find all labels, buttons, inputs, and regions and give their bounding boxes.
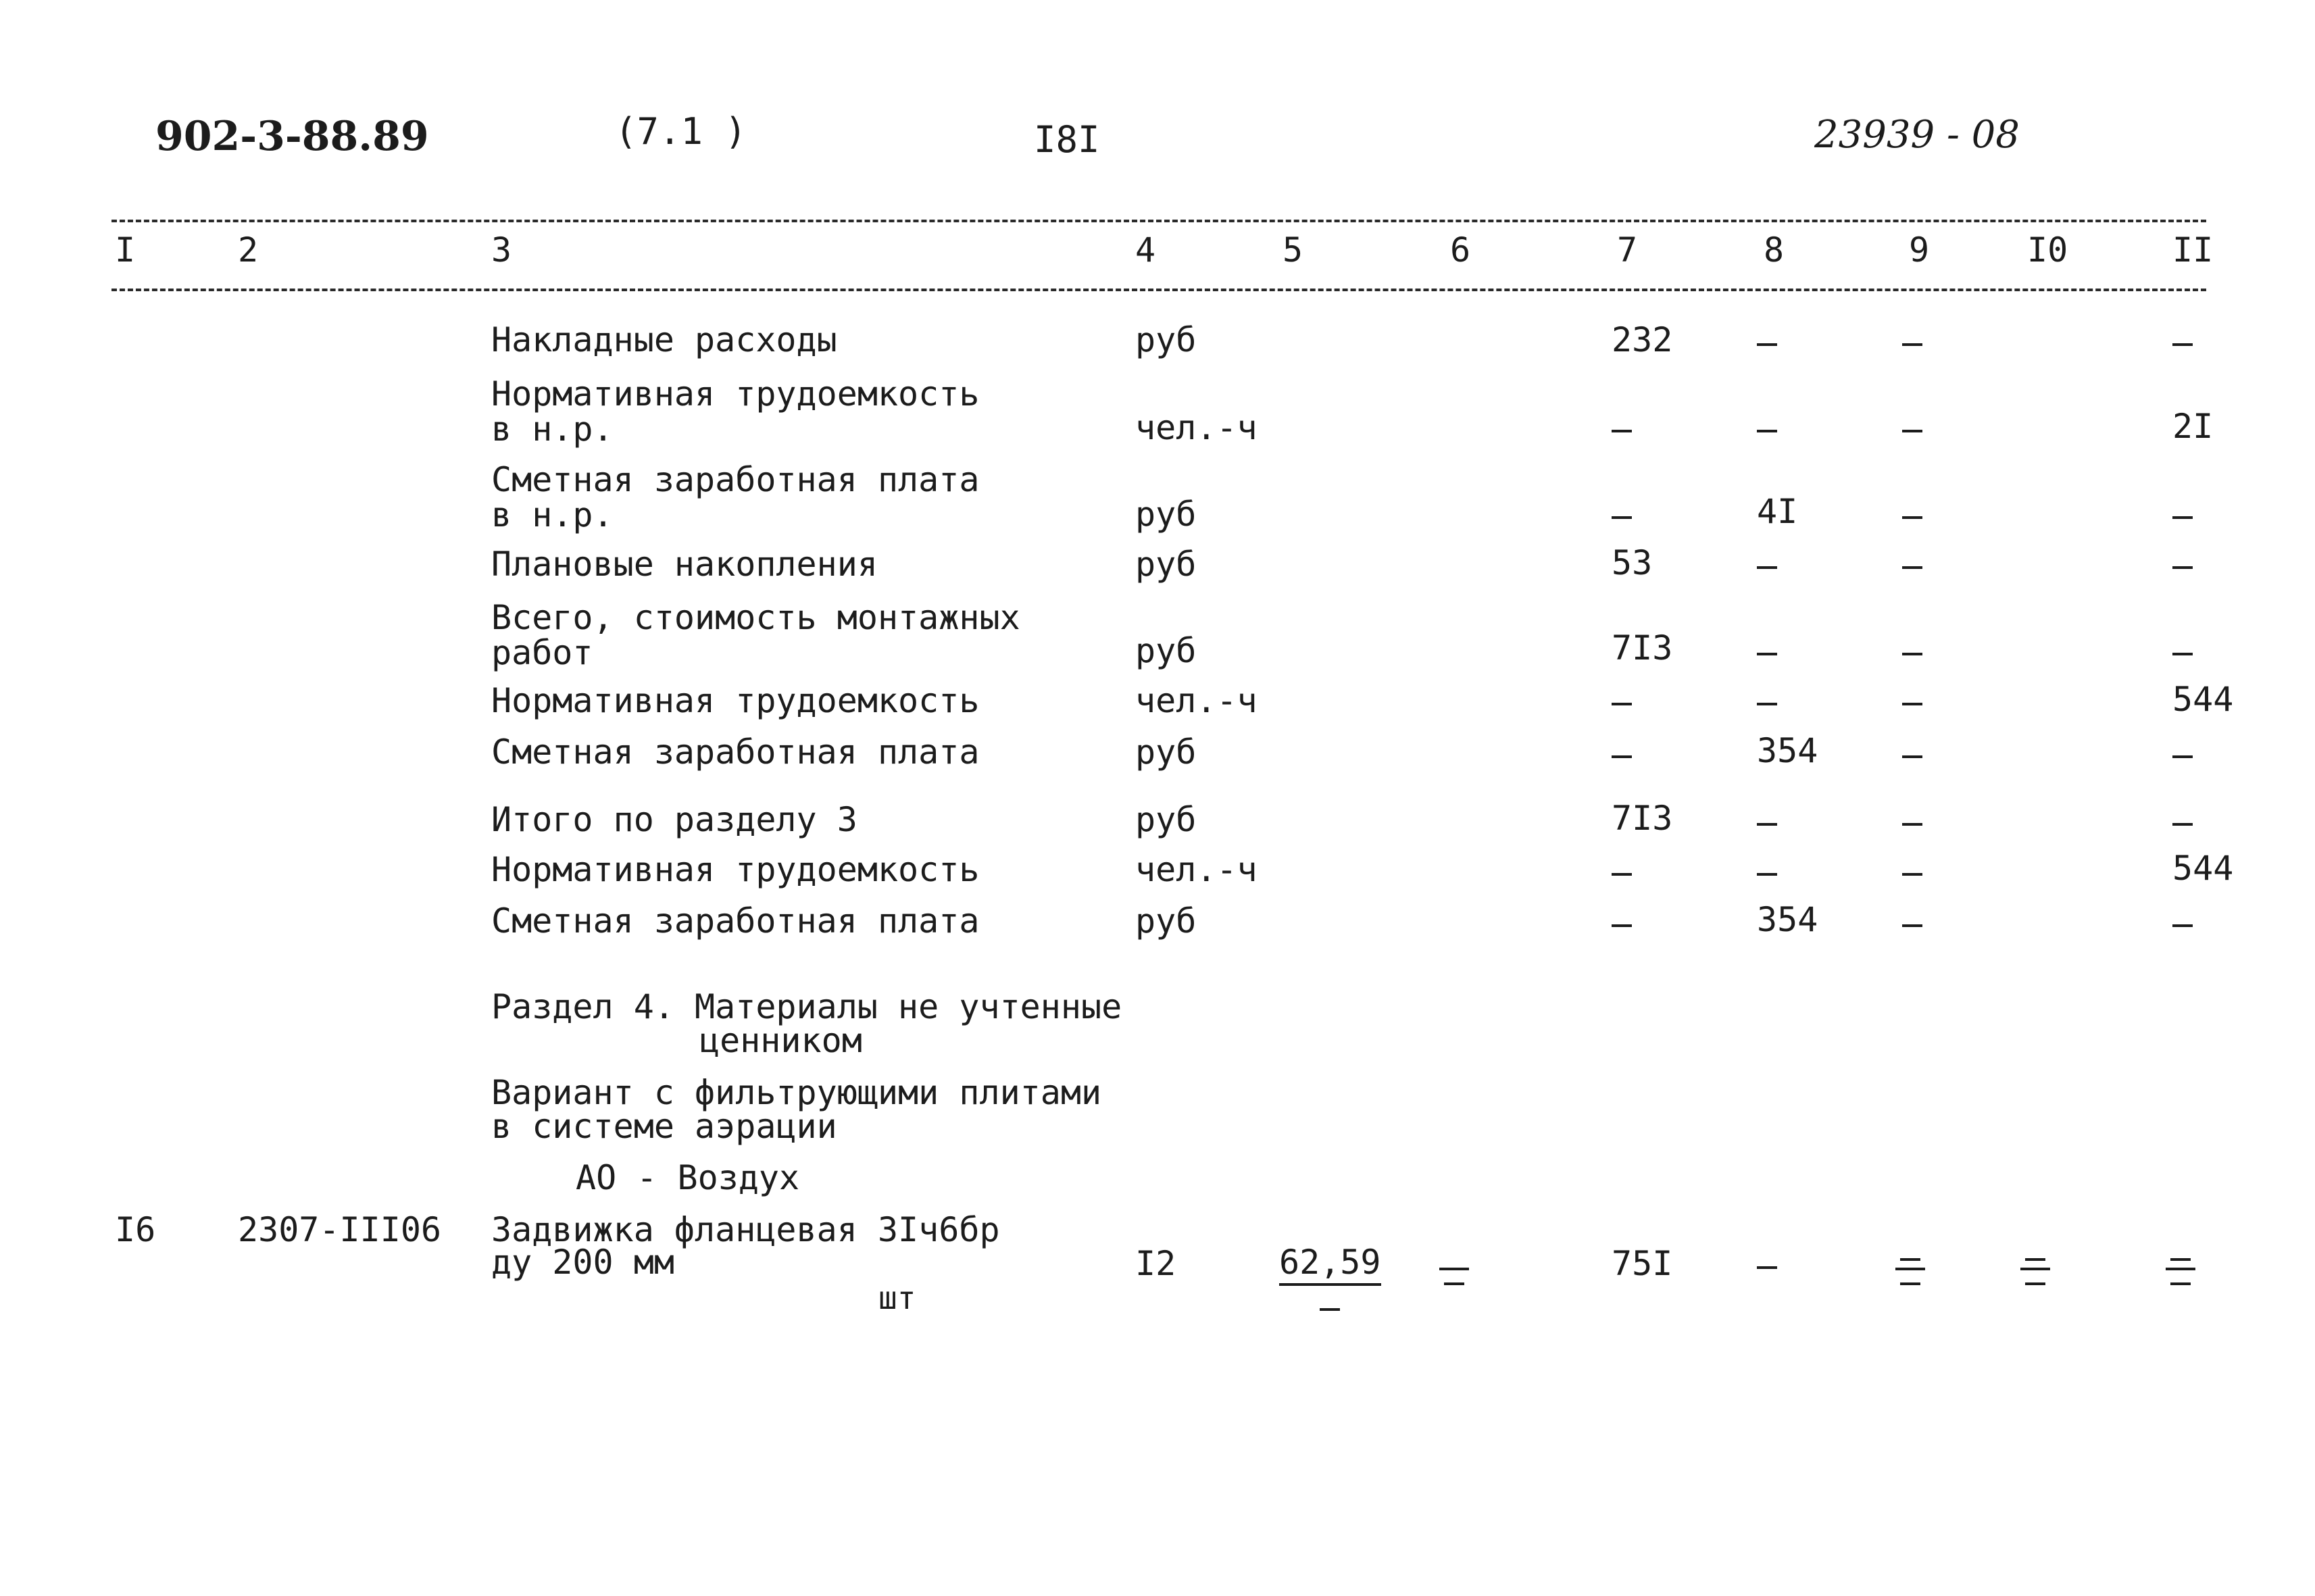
- row-section3-labor-c11: 544: [2172, 849, 2234, 888]
- item16-desc-line1: Задвижка фланцевая 3Iч6бр: [491, 1210, 1000, 1249]
- row-labor-nr-c7-dash: [1612, 430, 1632, 432]
- row-wage-desc: Сметная заработная плата: [491, 732, 980, 772]
- col-header-5: 5: [1283, 230, 1303, 270]
- row-wage-c9-dash: [1902, 755, 1922, 758]
- row-planned-desc: Плановые накопления: [491, 545, 878, 584]
- page-number: I8I: [1034, 118, 1100, 161]
- row-section3-total-unit: руб: [1135, 800, 1197, 839]
- row-wage-nr-c11-dash: [2172, 516, 2193, 519]
- col-header-1: I: [115, 230, 136, 270]
- row-labor-unit: чел.-ч: [1135, 681, 1258, 720]
- row-planned-c8-dash: [1757, 566, 1777, 569]
- document-code: 902-3-88.89: [155, 113, 429, 160]
- item16-code: 2307-III06: [238, 1210, 442, 1249]
- row-labor-nr-desc: [491, 376, 979, 447]
- col-header-9: 9: [1909, 230, 1930, 270]
- row-wage-c11-dash: [2172, 755, 2193, 758]
- row-total-install-unit: руб: [1135, 631, 1197, 670]
- row-overhead-c8-dash: [1757, 343, 1777, 346]
- row-labor-c9-dash: [1902, 703, 1922, 705]
- row-overhead-c9-dash: [1902, 343, 1922, 346]
- row-wage-nr-desc-line1: Сметная заработная плата: [491, 460, 980, 499]
- row-total-install-c7: 7I3: [1612, 628, 1673, 668]
- section4-subgroup: АО - Воздух: [576, 1158, 800, 1197]
- col-header-11: II: [2172, 230, 2214, 270]
- row-section3-wage-unit: руб: [1135, 901, 1197, 941]
- row-overhead-c11-dash: [2172, 343, 2193, 346]
- item16-c8-dash: [1757, 1266, 1777, 1269]
- row-total-install-desc-line2: работ: [491, 633, 593, 672]
- row-planned-unit: руб: [1135, 545, 1197, 584]
- row-section3-labor-c9-dash: [1902, 873, 1922, 876]
- row-wage-nr-c9-dash: [1902, 516, 1922, 519]
- row-labor-desc: Нормативная трудоемкость: [491, 681, 980, 720]
- col-header-7: 7: [1617, 230, 1638, 270]
- section4-variant-line1: Вариант с фильтрующими плитами: [491, 1073, 1102, 1112]
- row-labor-c7-dash: [1612, 703, 1632, 705]
- row-total-install-c8-dash: [1757, 653, 1777, 655]
- row-total-install-c11-dash: [2172, 653, 2193, 655]
- row-section3-total-desc: Итого по разделу 3: [491, 800, 857, 839]
- col-header-8: 8: [1764, 230, 1785, 270]
- row-overhead-c7: 232: [1612, 320, 1673, 359]
- row-labor-c11: 544: [2172, 680, 2234, 719]
- item16-price-denominator-dash: [1279, 1290, 1381, 1324]
- row-labor-nr-c9-dash: [1902, 430, 1922, 432]
- item16-c10-double-dash: [2020, 1258, 2050, 1285]
- row-section3-labor-c8-dash: [1757, 873, 1777, 876]
- row-labor-nr-c8-dash: [1757, 430, 1777, 432]
- item16-quantity: I2: [1135, 1244, 1176, 1283]
- row-section3-wage-c9-dash: [1902, 924, 1922, 927]
- header-bottom-rule: [111, 289, 2206, 291]
- row-total-install-desc-line1: Всего, стоимость монтажных: [491, 598, 1020, 637]
- row-section3-labor-unit: чел.-ч: [1135, 850, 1258, 889]
- col-header-6: 6: [1450, 230, 1471, 270]
- row-labor-nr-unit: чел.-ч: [1135, 408, 1258, 447]
- item16-c9-double-dash: [1895, 1258, 1925, 1285]
- row-wage-c8: 354: [1757, 731, 1818, 770]
- col-header-3: 3: [491, 230, 512, 270]
- section4-title-line2: ценником: [699, 1021, 862, 1060]
- row-section3-wage-c7-dash: [1612, 924, 1632, 927]
- row-wage-nr-c8: 4I: [1757, 492, 1798, 531]
- item16-c6-double-dash: [1439, 1258, 1469, 1285]
- row-wage-nr-desc: [491, 462, 979, 532]
- item16-desc-line2: ду 200 мм: [491, 1243, 674, 1282]
- row-planned-c9-dash: [1902, 566, 1922, 569]
- section-reference: (7.1 ): [615, 110, 747, 153]
- row-wage-nr-c7-dash: [1612, 516, 1632, 519]
- header-top-rule: [111, 220, 2206, 222]
- row-labor-nr-desc-line2: в н.р.: [491, 409, 614, 449]
- row-section3-wage-desc: Сметная заработная плата: [491, 901, 980, 941]
- row-section3-total-c9-dash: [1902, 823, 1922, 826]
- col-header-2: 2: [238, 230, 259, 270]
- inventory-number: 23939 - 08: [1814, 113, 2020, 157]
- row-wage-c7-dash: [1612, 755, 1632, 758]
- item16-c11-double-dash: [2166, 1258, 2195, 1285]
- row-wage-unit: руб: [1135, 732, 1197, 772]
- row-section3-total-c8-dash: [1757, 823, 1777, 826]
- row-section3-wage-c11-dash: [2172, 924, 2193, 927]
- row-section3-labor-desc: Нормативная трудоемкость: [491, 850, 980, 889]
- row-section3-labor-c7-dash: [1612, 873, 1632, 876]
- row-section3-wage-c8: 354: [1757, 900, 1818, 939]
- row-section3-total-c7: 7I3: [1612, 799, 1673, 838]
- item16-number: I6: [115, 1210, 156, 1249]
- row-wage-nr-desc-line2: в н.р.: [491, 495, 614, 534]
- item16-c7: 75I: [1612, 1244, 1673, 1283]
- row-total-install-desc: [491, 600, 1020, 670]
- col-header-4: 4: [1135, 230, 1156, 270]
- item16-price: 62,59: [1279, 1245, 1381, 1286]
- row-labor-nr-desc-line1: Нормативная трудоемкость: [491, 374, 980, 414]
- row-planned-c7: 53: [1612, 543, 1653, 582]
- item16-unit: шт: [878, 1280, 916, 1316]
- section4-variant-line2: в системе аэрации: [491, 1107, 837, 1146]
- row-total-install-c9-dash: [1902, 653, 1922, 655]
- row-overhead-unit: руб: [1135, 320, 1197, 359]
- row-planned-c11-dash: [2172, 566, 2193, 569]
- row-overhead-desc: Накладные расходы: [491, 320, 837, 359]
- section4-title-line1: Раздел 4. Материалы не учтенные: [491, 987, 1122, 1026]
- col-header-10: I0: [2027, 230, 2068, 270]
- row-labor-c8-dash: [1757, 703, 1777, 705]
- row-section3-total-c11-dash: [2172, 823, 2193, 826]
- row-labor-nr-c11: 2I: [2172, 407, 2214, 446]
- row-wage-nr-unit: руб: [1135, 495, 1197, 534]
- item16-price-fraction: [1279, 1245, 1381, 1324]
